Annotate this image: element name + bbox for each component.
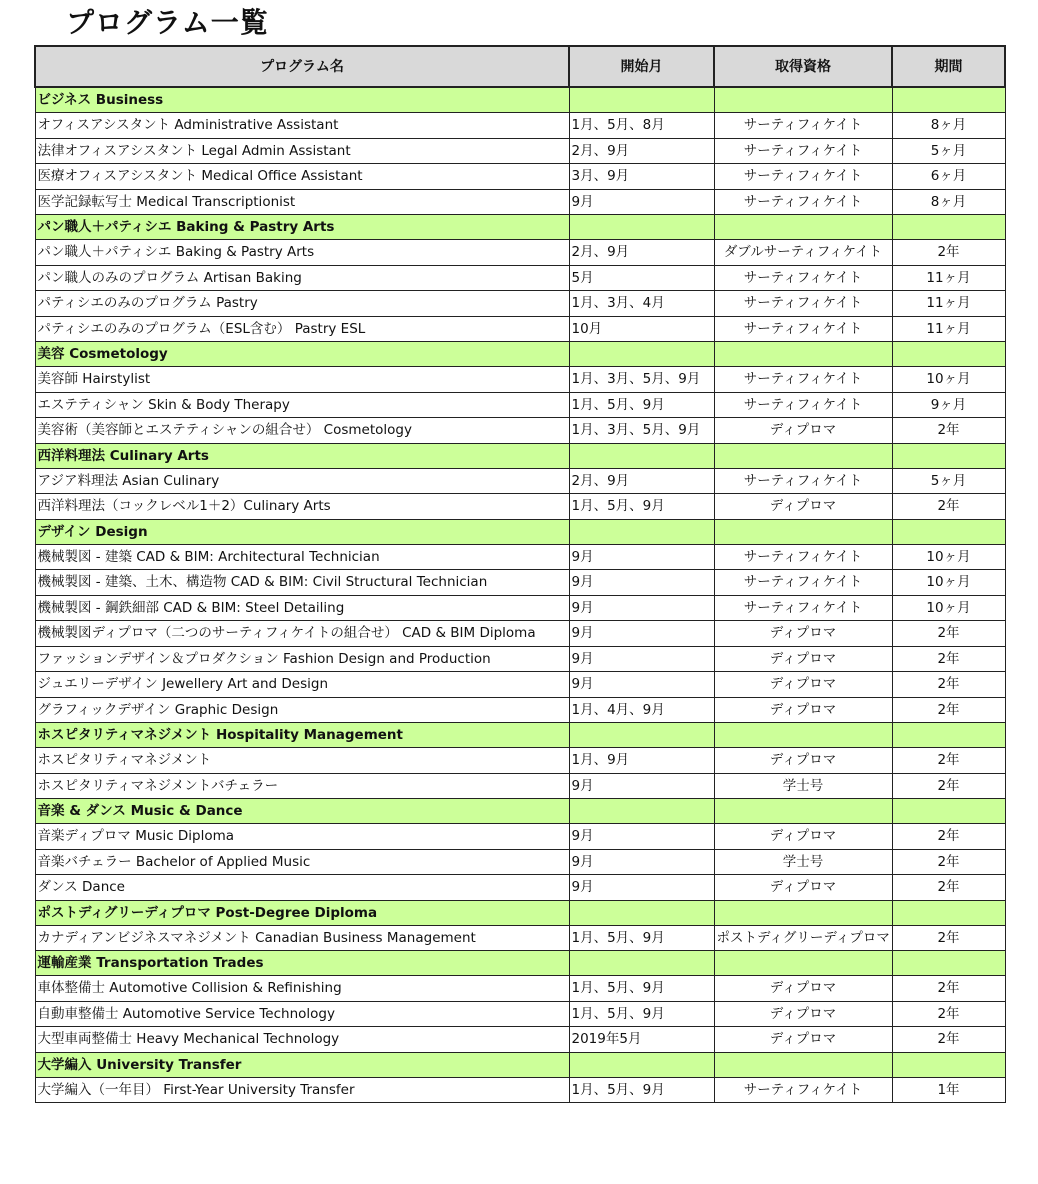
category-label: デザイン Design [35, 519, 569, 544]
table-row [35, 316, 1005, 342]
category-row [35, 519, 1005, 544]
duration-cell: 2年 [892, 748, 1005, 774]
program-name-cell: 機械製図 - 鋼鉄細部 CAD & BIM: Steel Detailing [35, 595, 569, 621]
duration-cell: 10ヶ月 [892, 367, 1005, 393]
qualification-cell: ディプロマ [714, 494, 892, 520]
category-empty-cell [714, 1052, 892, 1077]
duration-cell: 2年 [892, 849, 1005, 875]
category-empty-cell [714, 342, 892, 367]
duration-cell: 2年 [892, 1001, 1005, 1027]
category-empty-cell [892, 951, 1005, 976]
category-row [35, 342, 1005, 367]
start-month-cell: 1月、5月、8月 [569, 113, 714, 139]
qualification-cell: 学士号 [714, 849, 892, 875]
category-empty-cell [892, 1052, 1005, 1077]
duration-cell: 2年 [892, 925, 1005, 951]
category-row [35, 951, 1005, 976]
table-row [35, 824, 1005, 850]
duration-cell: 11ヶ月 [892, 291, 1005, 317]
program-table-body [35, 87, 1005, 1103]
duration-cell: 2年 [892, 672, 1005, 698]
table-row [35, 367, 1005, 393]
qualification-cell: サーティフィケイト [714, 544, 892, 570]
table-row [35, 418, 1005, 444]
program-name-cell: ジュエリーデザイン Jewellery Art and Design [35, 672, 569, 698]
qualification-cell: サーティフィケイト [714, 265, 892, 291]
table-row [35, 189, 1005, 215]
qualification-cell: ディプロマ [714, 621, 892, 647]
start-month-cell: 9月 [569, 875, 714, 901]
qualification-cell: サーティフィケイト [714, 113, 892, 139]
start-month-cell: 2月、9月 [569, 468, 714, 494]
start-month-cell: 1月、5月、9月 [569, 1077, 714, 1103]
program-name-cell: パン職人のみのプログラム Artisan Baking [35, 265, 569, 291]
table-row [35, 849, 1005, 875]
category-empty-cell [569, 87, 714, 113]
header-qualification: 取得資格 [714, 46, 892, 87]
table-row [35, 875, 1005, 901]
category-label: 西洋料理法 Culinary Arts [35, 443, 569, 468]
table-row [35, 265, 1005, 291]
start-month-cell: 1月、3月、5月、9月 [569, 418, 714, 444]
table-row [35, 672, 1005, 698]
qualification-cell: ポストディグリーディプロマ [714, 925, 892, 951]
table-row [35, 646, 1005, 672]
start-month-cell: 9月 [569, 189, 714, 215]
category-label: パン職人＋パティシエ Baking & Pastry Arts [35, 215, 569, 240]
qualification-cell: サーティフィケイト [714, 595, 892, 621]
program-name-cell: パン職人＋パティシエ Baking & Pastry Arts [35, 240, 569, 266]
table-row [35, 392, 1005, 418]
table-row [35, 468, 1005, 494]
start-month-cell: 9月 [569, 544, 714, 570]
duration-cell: 11ヶ月 [892, 316, 1005, 342]
category-empty-cell [892, 342, 1005, 367]
category-empty-cell [714, 723, 892, 748]
program-name-cell: ホスピタリティマネジメントバチェラー [35, 773, 569, 799]
program-name-cell: パティシエのみのプログラム（ESL含む） Pastry ESL [35, 316, 569, 342]
category-empty-cell [892, 215, 1005, 240]
qualification-cell: サーティフィケイト [714, 138, 892, 164]
qualification-cell: ディプロマ [714, 824, 892, 850]
category-row [35, 1052, 1005, 1077]
category-row [35, 900, 1005, 925]
category-empty-cell [569, 215, 714, 240]
category-empty-cell [892, 900, 1005, 925]
start-month-cell: 10月 [569, 316, 714, 342]
start-month-cell: 2月、9月 [569, 240, 714, 266]
program-name-cell: 大型車両整備士 Heavy Mechanical Technology [35, 1027, 569, 1053]
program-name-cell: 西洋料理法（コックレベル1＋2）Culinary Arts [35, 494, 569, 520]
duration-cell: 10ヶ月 [892, 544, 1005, 570]
table-row [35, 138, 1005, 164]
duration-cell: 2年 [892, 418, 1005, 444]
start-month-cell: 1月、4月、9月 [569, 697, 714, 723]
program-name-cell: オフィスアシスタント Administrative Assistant [35, 113, 569, 139]
program-name-cell: 音楽ディプロマ Music Diploma [35, 824, 569, 850]
category-label: 音楽 & ダンス Music & Dance [35, 799, 569, 824]
duration-cell: 8ヶ月 [892, 189, 1005, 215]
qualification-cell: ディプロマ [714, 1027, 892, 1053]
table-header-row [35, 46, 1005, 87]
start-month-cell: 1月、9月 [569, 748, 714, 774]
category-empty-cell [714, 87, 892, 113]
table-row [35, 494, 1005, 520]
category-row [35, 87, 1005, 113]
category-row [35, 799, 1005, 824]
start-month-cell: 5月 [569, 265, 714, 291]
duration-cell: 2年 [892, 875, 1005, 901]
category-empty-cell [569, 519, 714, 544]
start-month-cell: 9月 [569, 773, 714, 799]
duration-cell: 10ヶ月 [892, 595, 1005, 621]
header-start-month: 開始月 [569, 46, 714, 87]
qualification-cell: サーティフィケイト [714, 164, 892, 190]
category-empty-cell [569, 1052, 714, 1077]
category-empty-cell [892, 799, 1005, 824]
program-name-cell: 医療オフィスアシスタント Medical Office Assistant [35, 164, 569, 190]
start-month-cell: 9月 [569, 824, 714, 850]
duration-cell: 2年 [892, 697, 1005, 723]
table-row [35, 1077, 1005, 1103]
program-name-cell: 車体整備士 Automotive Collision & Refinishing [35, 976, 569, 1002]
qualification-cell: サーティフィケイト [714, 291, 892, 317]
duration-cell: 2年 [892, 1027, 1005, 1053]
qualification-cell: ディプロマ [714, 976, 892, 1002]
category-empty-cell [892, 87, 1005, 113]
category-empty-cell [714, 519, 892, 544]
start-month-cell: 9月 [569, 595, 714, 621]
program-name-cell: カナディアンビジネスマネジメント Canadian Business Management [35, 925, 569, 951]
table-row [35, 544, 1005, 570]
duration-cell: 2年 [892, 494, 1005, 520]
qualification-cell: ディプロマ [714, 875, 892, 901]
category-label: 大学編入 University Transfer [35, 1052, 569, 1077]
duration-cell: 2年 [892, 976, 1005, 1002]
program-name-cell: アジア料理法 Asian Culinary [35, 468, 569, 494]
table-row [35, 697, 1005, 723]
program-name-cell: 法律オフィスアシスタント Legal Admin Assistant [35, 138, 569, 164]
category-empty-cell [714, 900, 892, 925]
qualification-cell: サーティフィケイト [714, 367, 892, 393]
duration-cell: 9ヶ月 [892, 392, 1005, 418]
qualification-cell: サーティフィケイト [714, 316, 892, 342]
category-empty-cell [714, 443, 892, 468]
program-name-cell: 医学記録転写士 Medical Transcriptionist [35, 189, 569, 215]
qualification-cell: サーティフィケイト [714, 570, 892, 596]
program-name-cell: ファッションデザイン＆プロダクション Fashion Design and Production [35, 646, 569, 672]
program-table [34, 45, 1006, 1103]
category-empty-cell [569, 342, 714, 367]
program-name-cell: パティシエのみのプログラム Pastry [35, 291, 569, 317]
duration-cell: 5ヶ月 [892, 468, 1005, 494]
qualification-cell: ディプロマ [714, 748, 892, 774]
qualification-cell: サーティフィケイト [714, 189, 892, 215]
start-month-cell: 9月 [569, 570, 714, 596]
qualification-cell: サーティフィケイト [714, 392, 892, 418]
table-row [35, 113, 1005, 139]
table-row [35, 1001, 1005, 1027]
start-month-cell: 3月、9月 [569, 164, 714, 190]
program-name-cell: 美容師 Hairstylist [35, 367, 569, 393]
start-month-cell: 9月 [569, 621, 714, 647]
qualification-cell: サーティフィケイト [714, 468, 892, 494]
category-label: ホスピタリティマネジメント Hospitality Management [35, 723, 569, 748]
duration-cell: 6ヶ月 [892, 164, 1005, 190]
qualification-cell: ダブルサーティフィケイト [714, 240, 892, 266]
program-name-cell: 大学編入（一年目） First-Year University Transfer [35, 1077, 569, 1103]
start-month-cell: 1月、5月、9月 [569, 392, 714, 418]
start-month-cell: 9月 [569, 646, 714, 672]
category-label: ビジネス Business [35, 87, 569, 113]
start-month-cell: 1月、3月、4月 [569, 291, 714, 317]
category-empty-cell [714, 951, 892, 976]
program-name-cell: 自動車整備士 Automotive Service Technology [35, 1001, 569, 1027]
qualification-cell: ディプロマ [714, 418, 892, 444]
table-row [35, 976, 1005, 1002]
category-row [35, 215, 1005, 240]
table-row [35, 925, 1005, 951]
duration-cell: 8ヶ月 [892, 113, 1005, 139]
qualification-cell: サーティフィケイト [714, 1077, 892, 1103]
category-empty-cell [569, 723, 714, 748]
qualification-cell: ディプロマ [714, 697, 892, 723]
table-row [35, 1027, 1005, 1053]
qualification-cell: ディプロマ [714, 672, 892, 698]
program-name-cell: 機械製図 - 建築、土木、構造物 CAD & BIM: Civil Structural Technician [35, 570, 569, 596]
category-empty-cell [892, 443, 1005, 468]
category-label: 美容 Cosmetology [35, 342, 569, 367]
start-month-cell: 1月、5月、9月 [569, 976, 714, 1002]
duration-cell: 2年 [892, 621, 1005, 647]
table-row [35, 621, 1005, 647]
start-month-cell: 1月、5月、9月 [569, 925, 714, 951]
start-month-cell: 9月 [569, 849, 714, 875]
category-label: 運輸産業 Transportation Trades [35, 951, 569, 976]
duration-cell: 2年 [892, 824, 1005, 850]
table-row [35, 773, 1005, 799]
duration-cell: 11ヶ月 [892, 265, 1005, 291]
program-name-cell: エステティシャン Skin & Body Therapy [35, 392, 569, 418]
qualification-cell: ディプロマ [714, 1001, 892, 1027]
header-duration: 期間 [892, 46, 1005, 87]
program-name-cell: 音楽バチェラー Bachelor of Applied Music [35, 849, 569, 875]
table-row [35, 570, 1005, 596]
program-name-cell: 機械製図 - 建築 CAD & BIM: Architectural Technician [35, 544, 569, 570]
table-row [35, 748, 1005, 774]
table-row [35, 164, 1005, 190]
duration-cell: 10ヶ月 [892, 570, 1005, 596]
duration-cell: 2年 [892, 646, 1005, 672]
start-month-cell: 1月、5月、9月 [569, 1001, 714, 1027]
table-row [35, 595, 1005, 621]
category-empty-cell [569, 951, 714, 976]
category-empty-cell [714, 799, 892, 824]
category-empty-cell [714, 215, 892, 240]
category-row [35, 443, 1005, 468]
duration-cell: 5ヶ月 [892, 138, 1005, 164]
duration-cell: 1年 [892, 1077, 1005, 1103]
program-name-cell: 機械製図ディプロマ（二つのサーティフィケイトの組合せ） CAD & BIM Diploma [35, 621, 569, 647]
category-empty-cell [569, 799, 714, 824]
program-name-cell: 美容術（美容師とエステティシャンの組合せ） Cosmetology [35, 418, 569, 444]
category-empty-cell [892, 519, 1005, 544]
category-empty-cell [569, 443, 714, 468]
table-row [35, 240, 1005, 266]
category-empty-cell [892, 723, 1005, 748]
start-month-cell: 2月、9月 [569, 138, 714, 164]
start-month-cell: 9月 [569, 672, 714, 698]
qualification-cell: 学士号 [714, 773, 892, 799]
start-month-cell: 1月、3月、5月、9月 [569, 367, 714, 393]
start-month-cell: 2019年5月 [569, 1027, 714, 1053]
duration-cell: 2年 [892, 240, 1005, 266]
category-row [35, 723, 1005, 748]
category-empty-cell [569, 900, 714, 925]
header-program-name: プログラム名 [35, 46, 569, 87]
category-label: ポストディグリーディプロマ Post-Degree Diploma [35, 900, 569, 925]
start-month-cell: 1月、5月、9月 [569, 494, 714, 520]
table-row [35, 291, 1005, 317]
page-title: プログラム一覧 [66, 6, 269, 39]
program-name-cell: グラフィックデザイン Graphic Design [35, 697, 569, 723]
duration-cell: 2年 [892, 773, 1005, 799]
program-name-cell: ダンス Dance [35, 875, 569, 901]
qualification-cell: ディプロマ [714, 646, 892, 672]
program-name-cell: ホスピタリティマネジメント [35, 748, 569, 774]
